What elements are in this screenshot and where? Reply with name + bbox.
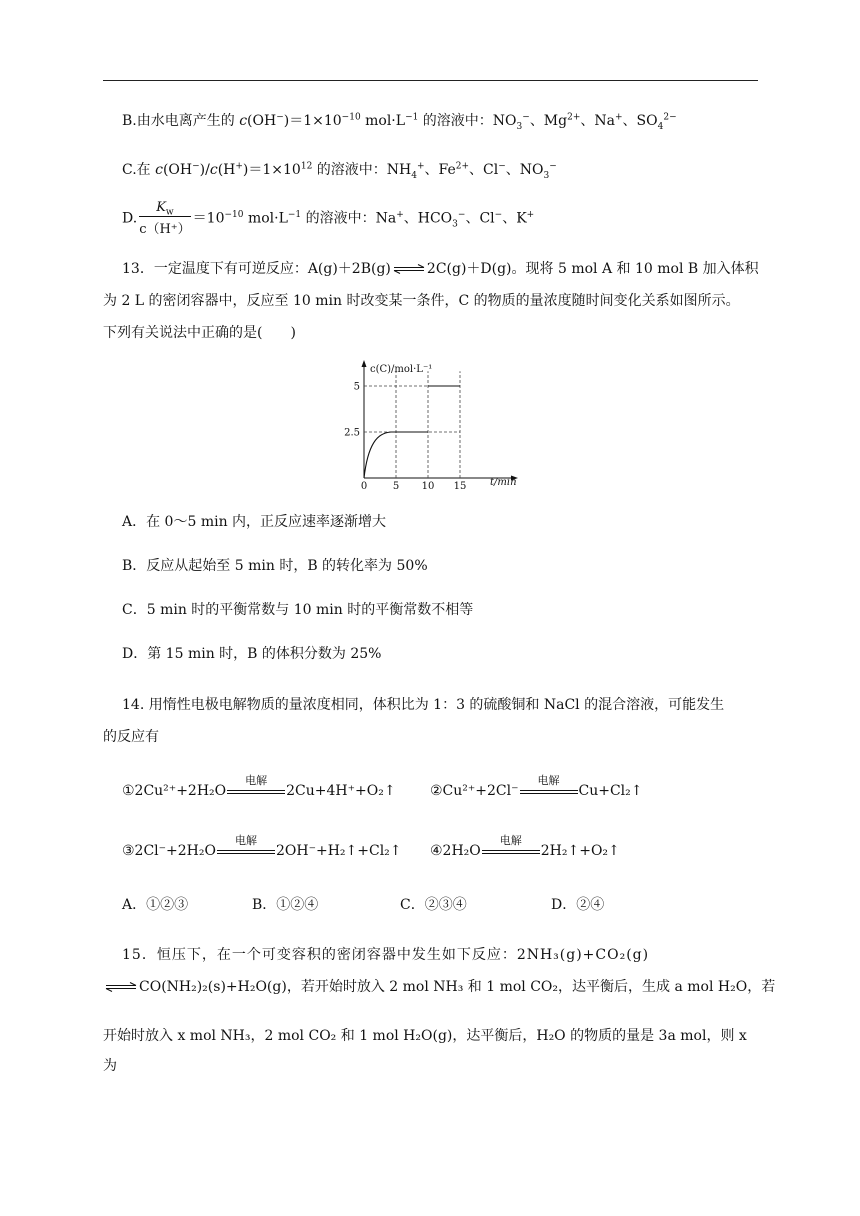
y-tick-label: 5 [353, 381, 360, 393]
reversible-arrow-icon [105, 982, 137, 992]
x-tick-label: 15 [453, 481, 467, 490]
q15-stem-line-4: 为 [103, 1058, 117, 1074]
q13-stem-line-3: 下列有关说法中正确的是( ) [103, 325, 296, 341]
electrolysis-arrow-icon: 电解 [227, 784, 285, 798]
chart-axes [362, 360, 519, 481]
q14-option-b: B．①②④ [252, 897, 319, 913]
chart-guides [364, 371, 460, 478]
chart-ylabel: c(C)/mol·L⁻¹ [370, 364, 433, 375]
y-tick-label: 2.5 [344, 427, 360, 439]
kw-fraction: $\frac{K_w}{c(H^+)}$ [139, 200, 191, 237]
q14-reaction-1: ①2Cu²⁺+2H₂O 电解 2Cu+4H⁺+O₂↑ [122, 774, 396, 799]
q14-stem-line-2: 的反应有 [103, 729, 159, 745]
q13-option-a: A．在 0～5 min 内，正反应速率逐渐增大 [122, 514, 387, 530]
q14-option-c: C．②③④ [400, 897, 467, 913]
reversible-arrow-icon [393, 264, 425, 274]
q13-stem-line-1: 13．一定温度下有可逆反应：A(g)＋2B(g) 2C(g)＋D(g)。现将 5 mol A 和 10 mol B 加入体积 [122, 261, 759, 277]
q13-option-c: C．5 min 时的平衡常数与 10 min 时的平衡常数不相等 [122, 602, 474, 618]
q14-reaction-3: ③2Cl⁻+2H₂O 电解 2OH⁻+H₂↑+Cl₂↑ [122, 834, 402, 859]
q14-option-a: A．①②③ [122, 897, 189, 913]
q14-stem-line-1: 14. 用惰性电极电解物质的量浓度相同，体积比为 1：3 的硫酸铜和 NaCl 的混合溶液，可能发生 [122, 697, 725, 713]
q12-option-b: B.由水电离产生的 $c(OH^-)=1\times 10^{-10}$ $mol\cdot L^{-1}$ 的溶液中：$NO_3^-$、$Mg^{2+}$、Na+、$SO_4^{2-}$ [122, 112, 677, 132]
q14-option-d: D．②④ [551, 897, 605, 913]
electrolysis-arrow-icon: 电解 [520, 784, 578, 798]
concentration-time-chart [342, 358, 522, 490]
q14-reaction-4: ④2H₂O 电解 2H₂↑+O₂↑ [430, 834, 620, 859]
q13-option-b: B．反应从起始至 5 min 时，B 的转化率为 50% [122, 558, 428, 574]
q13-option-d: D．第 15 min 时，B 的体积分数为 25% [122, 646, 382, 662]
q14-reaction-2: ②Cu²⁺+2Cl⁻ 电解 Cu+Cl₂↑ [430, 774, 643, 799]
q12-option-d: D. $\frac{K_w}{c(H^+)}$ $=10^{-10}$ $mol\cdot L^{-1}$ 的溶液中：Na+、$HCO_3^-$、Cl−、K+ [122, 200, 535, 237]
x-tick-label: 10 [421, 481, 435, 490]
header-rule [103, 80, 758, 81]
q13-stem-line-2: 为 2 L 的密闭容器中，反应至 10 min 时改变某一条件，C 的物质的量浓度随时间变化关系如图所示。 [103, 293, 740, 309]
q15-stem-line-3: 开始时放入 x mol NH₃，2 mol CO₂ 和 1 mol H₂O(g)，达平衡后，H₂O 的物质的量是 3a mol，则 x [103, 1028, 747, 1044]
x-tick-label: 0 [360, 481, 368, 490]
q15-stem-line-2: CO(NH₂)₂(s)+H₂O(g)，若开始时放入 2 mol NH₃ 和 1 mol CO₂，达平衡后，生成 a mol H₂O，若 [103, 976, 775, 996]
electrolysis-arrow-icon: 电解 [217, 844, 275, 858]
q12-option-c: C.在 $c(OH^-)/c(H^+)=1\times 10^{12}$ 的溶液中：$NH_4^+$、$Fe^{2+}$、Cl−、$NO_3^-$ [122, 161, 557, 181]
chart-ticks [344, 382, 466, 491]
x-tick-label: 5 [392, 481, 400, 490]
chart-xlabel: t/min [490, 477, 517, 488]
electrolysis-arrow-icon: 电解 [482, 844, 540, 858]
q15-stem-line-1: 15．恒压下，在一个可变容积的密闭容器中发生如下反应：2NH₃(g)+CO₂(g) [122, 947, 650, 963]
